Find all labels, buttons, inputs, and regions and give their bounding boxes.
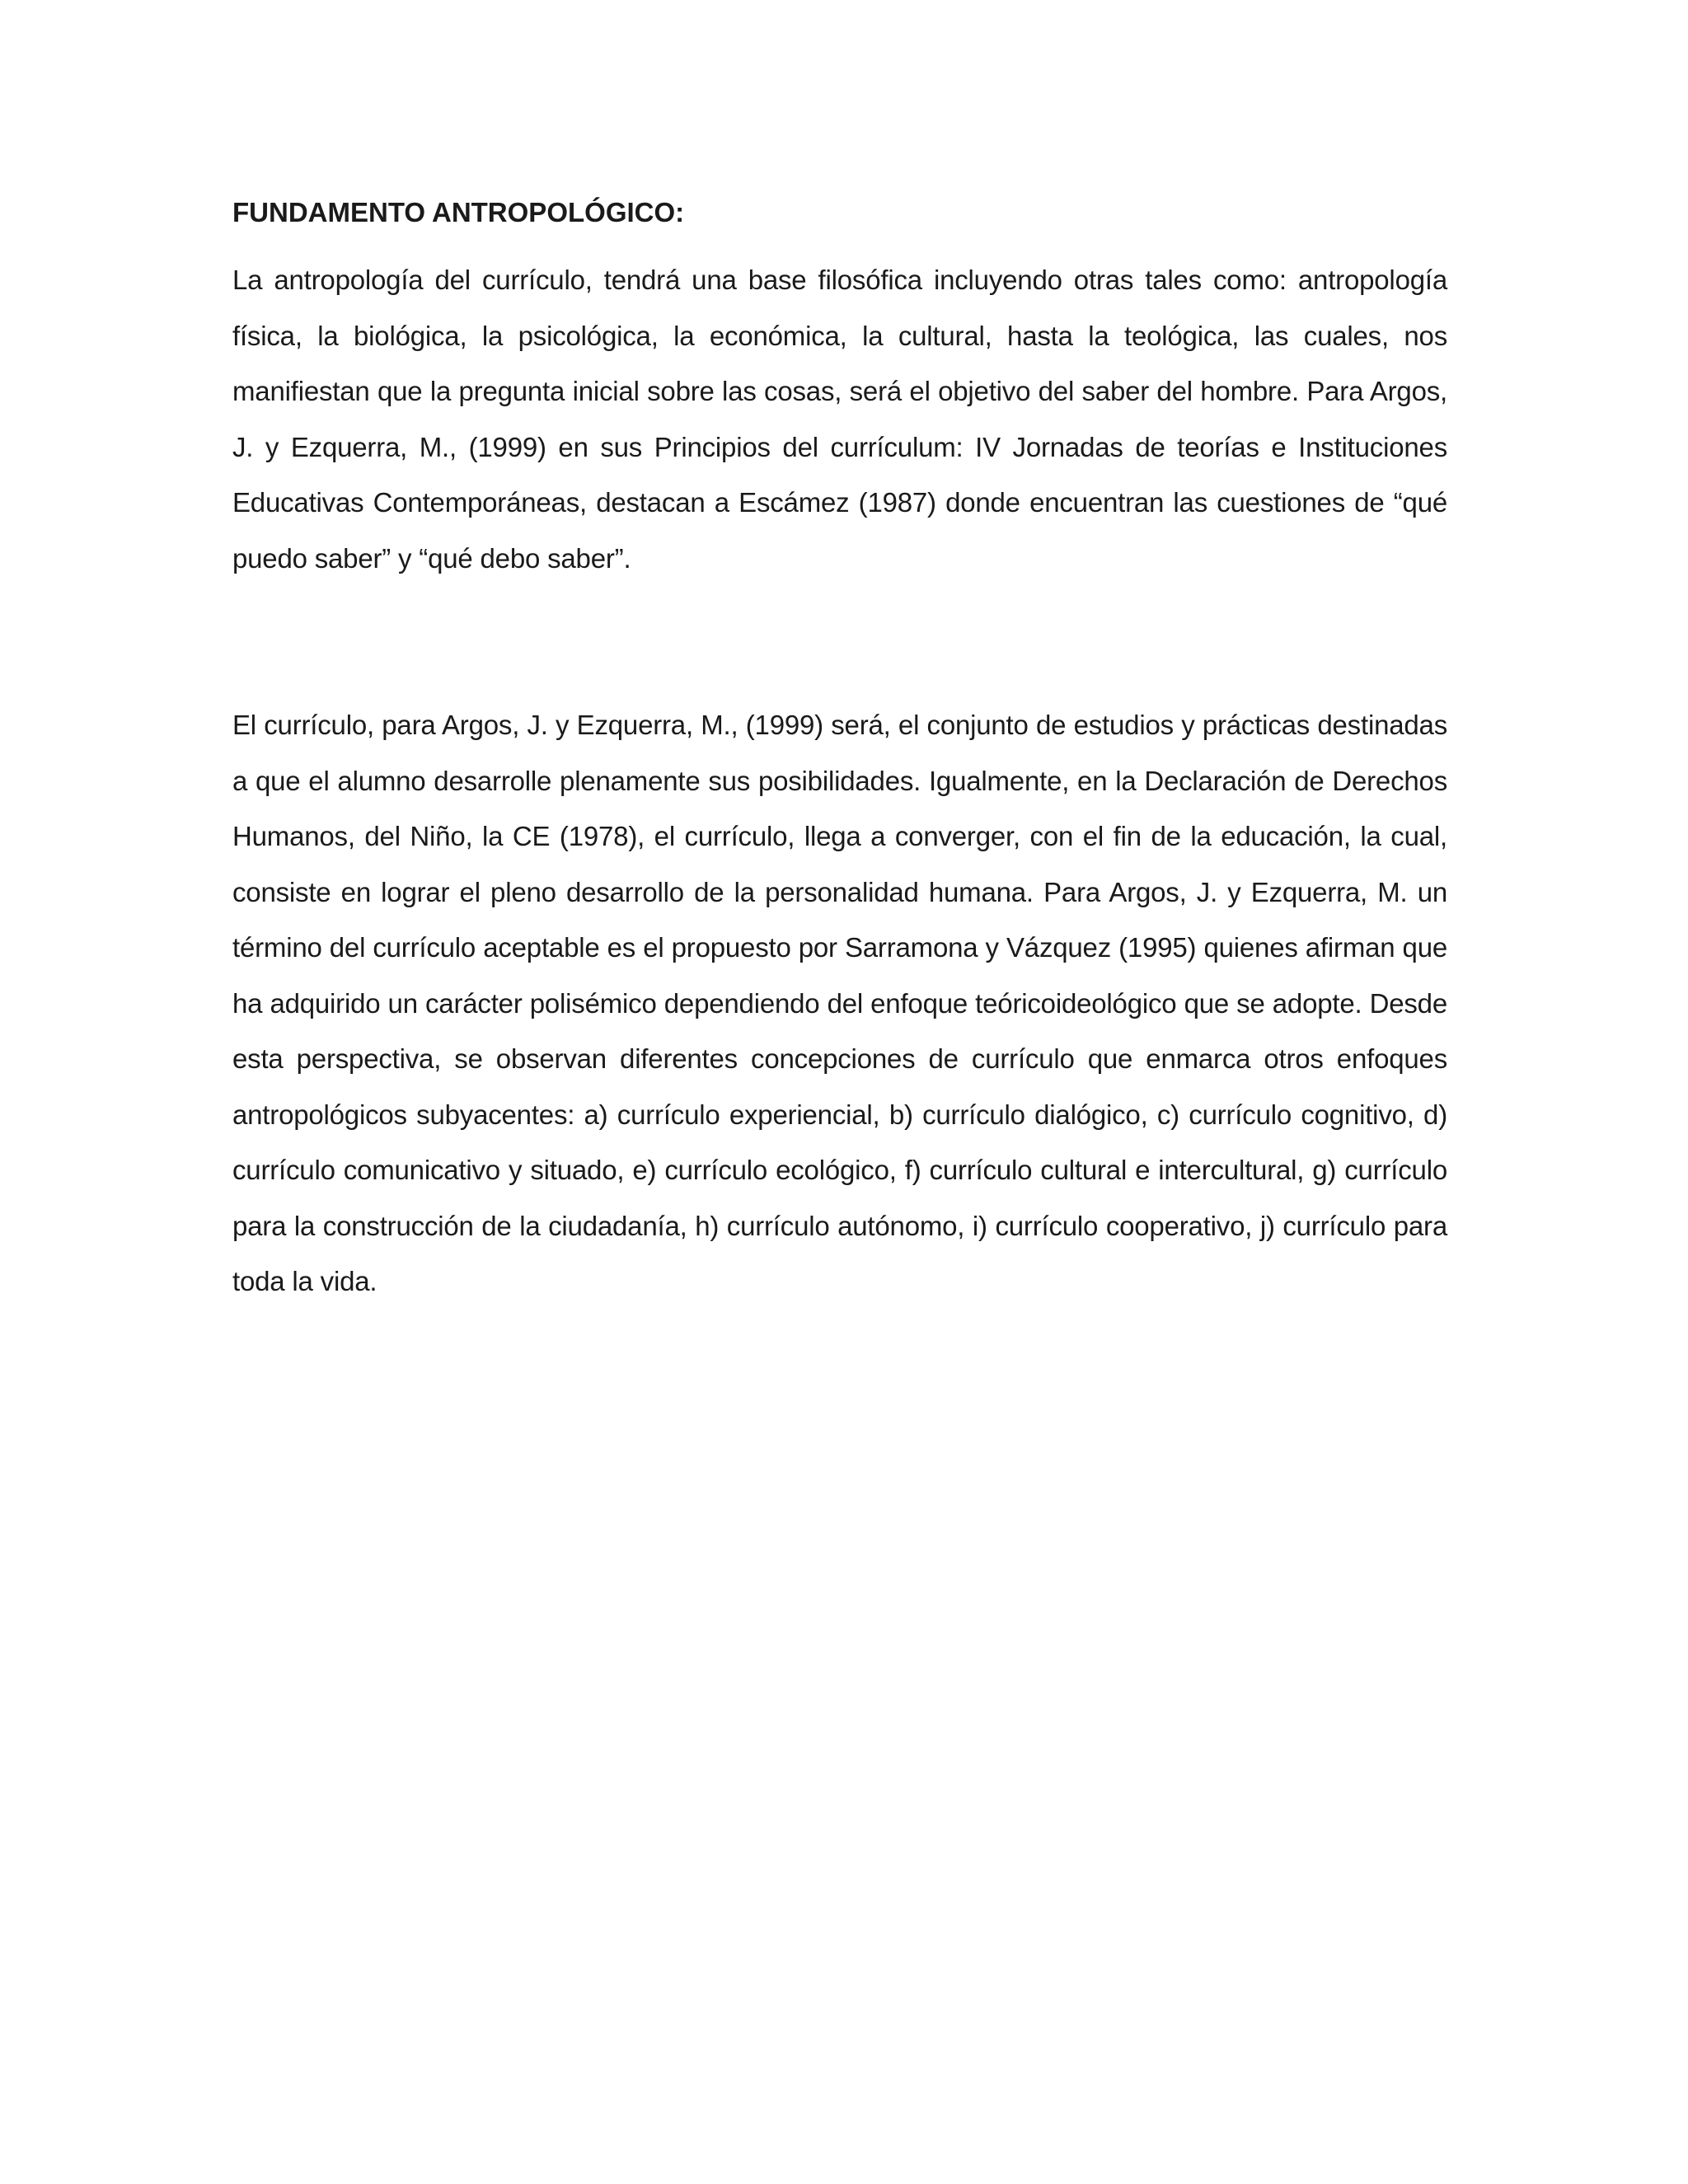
- paragraph-anthropology-basis: La antropología del currículo, tendrá una base filosófica incluyendo otras tales como: antropología física, la biológica, la psicológica, la económica, la cultural, hasta la teológica, las cuales, nos manifiestan que la pregunta inicial sobre las cosas, será el objetivo del saber del hombre. Para Argos, J. y Ezquerra, M., (1999) en sus Principios del currículum: IV Jornadas de teorías e Instituciones Educativas Contemporáneas, destacan a Escámez (1987) donde encuentran las cuestiones de “qué puedo saber” y “qué debo saber”.: [232, 265, 1447, 574]
- section-heading: FUNDAMENTO ANTROPOLÓGICO:: [232, 197, 685, 227]
- document-body: [232, 188, 1447, 1310]
- paragraph-curriculum-definition: El currículo, para Argos, J. y Ezquerra, M., (1999) será, el conjunto de estudios y prácticas destinadas a que el alumno desarrolle plenamente sus posibilidades. Igualmente, en la Declaración de Derechos Humanos, del Niño, la CE (1978), el currículo, llega a converger, con el fin de la educación, la cual, consiste en lograr el pleno desarrollo de la personalidad humana. Para Argos, J. y Ezquerra, M. un término del currículo aceptable es el propuesto por Sarramona y Vázquez (1995) quienes afirman que ha adquirido un carácter polisémico dependiendo del enfoque teóricoideológico que se adopte. Desde esta perspectiva, se observan diferentes concepciones de currículo que enmarca otros enfoques antropológicos subyacentes: a) currículo experiencial, b) currículo dialógico, c) currículo cognitivo, d) currículo comunicativo y situado, e) currículo ecológico, f) currículo cultural e intercultural, g) currículo para la construcción de la ciudadanía, h) currículo autónomo, i) currículo cooperativo, j) currículo para toda la vida.: [232, 710, 1447, 1296]
